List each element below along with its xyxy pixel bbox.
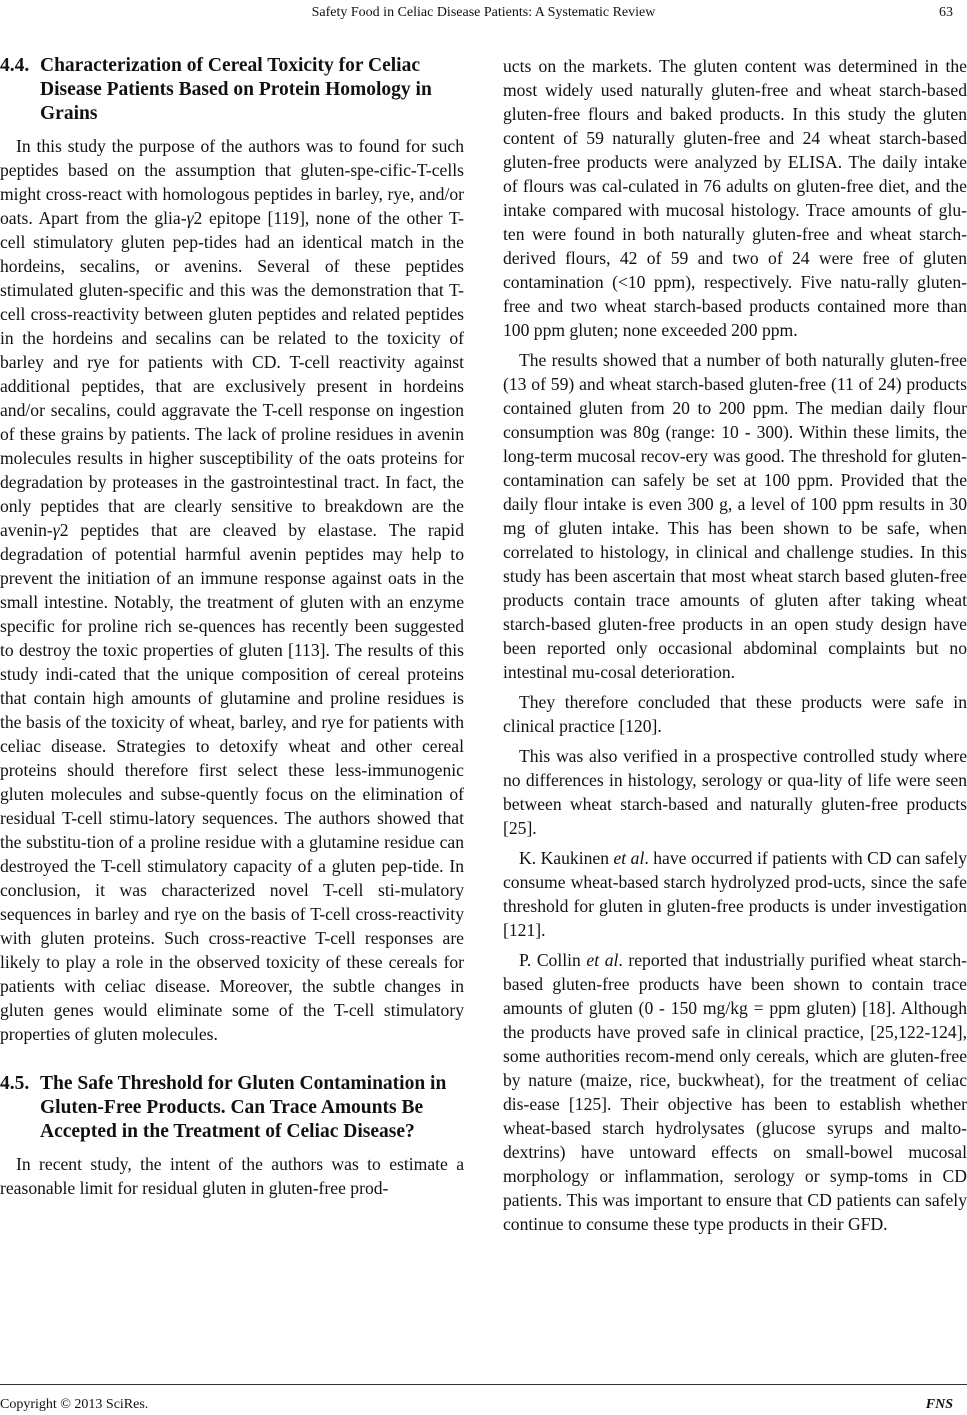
section-number: 4.5. bbox=[0, 1073, 30, 1094]
text-run: . have occurred if patients with CD can safely consume wheat-based starch hydrolyzed prod-ucts, since the safe threshold for gluten in gluten-free products is under investigation [121]. bbox=[503, 848, 967, 940]
text-run: 2 epitope [119], none of the other T-cell stimulatory gluten pep-tides had an identical match in the hordeins, secalins, or avenins. Several of these peptides stimulated gluten-specific and this was the demonstration that T-cell cross-reactivity between gluten peptides and related peptides in the hordeins and secalins can be related to the toxicity of barley and rye for patients with CD. T-cell reactivity against additional peptides, that are exclusively present in hordeins and/or secalins, could aggravate the T-cell response on ingestion of these grains by patients. The lack of proline residues in avenin molecules results in higher susceptibility of the oats proteins for degradation by proteases in the gastrointestinal tract. In fact, the only peptides that are clearly sensitive to breakdown are the avenin- bbox=[0, 208, 464, 540]
greek-gamma: γ bbox=[186, 208, 194, 228]
copyright-notice: Copyright © 2013 SciRes. bbox=[0, 1397, 149, 1412]
text-run: K. Kaukinen bbox=[519, 848, 614, 868]
et-al-italic: et al bbox=[586, 950, 619, 970]
text-run: 2 peptides that are cleaved by elastase. The rapid degradation of potential harmful avenin peptides may help to prevent the initiation of an immune response against oats in the small intestine. Notably, the treatment of gluten with an enzyme specific for proline rich se-quences has recently been suggested to destroy the toxic properties of gluten [113]. The results of this study indi-cated that the unique composition of cereal proteins that contain high amounts of glutamine and proline residues is the basis of the toxicity of wheat, barley, and rye for patients with celiac disease. Strategies to detoxify wheat and other cereal proteins should therefore first select these less-immunogenic gluten molecules and subse-quently focus on the elimination of residual T-cell stimu-latory sequences. The authors showed that the substitu-tion of a proline residue with a glutamine residue can destroyed the T-cell stimulatory capacity of a gluten pep-tide. In conclusion, it was characterized novel T-cell sti-mulatory sequences in barley and rye on the basis of T-cell cross-reactivity with gluten proteins. Such cross-reactive T-cell responses are likely to play a role in the observed toxicity of these cereals for patients with celiac disease. Moreover, the subtle changes in gluten genes would eliminate some of the T-cell stimulatory properties of gluten molecules. bbox=[0, 520, 464, 1044]
page-number: 63 bbox=[939, 5, 953, 20]
running-header bbox=[0, 0, 967, 26]
paragraph-results: The results showed that a number of both naturally gluten-free (13 of 59) and wheat starch-based gluten-free (11 of 24) products contained gluten from 20 to 200 ppm. The median daily flour consumption was 80g (range: 10 - 300). Within these limits, the long-term mucosal recov-ery was good. The threshold for gluten-contamination can safely be set at 100 ppm. Provided that the daily flour intake is even 300 g, a level of 100 ppm results in 30 mg of gluten intake. This has been shown to be safe, when correlated to histology, in clinical and challenge studies. In this study has been ascertain that most wheat starch based gluten-free products contain trace amounts of gluten after taking wheat starch-based gluten-free products in an open study design have been reported only occasional abdominal complaints but no intestinal mu-cosal deterioration. bbox=[503, 350, 967, 682]
paragraph-safe-threshold-continued: ucts on the markets. The gluten content was determined in the most widely used naturally gluten-free and wheat starch-based gluten-free flours and baked products. In this study the gluten content of 59 naturally gluten-free and 24 wheat starch-based gluten-free products were analyzed by ELISA. The daily intake of flours was cal-culated in 76 adults on gluten-free diet, and the intake compared with mucosal histology. Trace amounts of glu-ten were found in both naturally gluten-free and wheat starch-derived flours, 42 of 59 and two of 24 were free of gluten contamination (<10 ppm), respectively. Five natu-rally gluten-free and two wheat starch-based products contained more than 100 ppm gluten; none exceeded 200 ppm. bbox=[503, 56, 967, 340]
section-title: The Safe Threshold for Gluten Contamination in Gluten-Free Products. Can Trace Amounts Be Accepted in the Treatment of Celiac Disease? bbox=[40, 1073, 447, 1142]
paragraph-conclusion: They therefore concluded that these products were safe in clinical practice [120]. bbox=[503, 692, 967, 736]
running-title: Safety Food in Celiac Disease Patients: A Systematic Review bbox=[311, 5, 656, 20]
paragraph-prospective-study: This was also verified in a prospective controlled study where no differences in histology, serology or qua-lity of life were seen between wheat starch-based and naturally gluten-free products [25]. bbox=[503, 746, 967, 838]
right-column bbox=[503, 54, 967, 1236]
section-heading-4-5 bbox=[0, 1072, 464, 1144]
greek-gamma: γ bbox=[52, 520, 60, 540]
paragraph-cereal-toxicity bbox=[0, 134, 464, 1046]
page-footer bbox=[0, 1384, 967, 1415]
section-heading-4-4 bbox=[0, 54, 464, 126]
text-run: In this study the purpose of the authors was to found for such peptides based on the assumption that gluten-spe-cific-T-cells might cross-react with homologous peptides in barley, rye, and/or oats. Apart from the glia- bbox=[0, 136, 464, 228]
paragraph-safe-threshold-start: In recent study, the intent of the authors was to estimate a reasonable limit for residual gluten in gluten-free prod- bbox=[0, 1154, 464, 1198]
paragraph-collin bbox=[503, 948, 967, 1236]
journal-abbreviation: FNS bbox=[925, 1397, 953, 1412]
text-run: . reported that industrially purified wheat starch-based gluten-free products have been shown to contain trace amounts of gluten (0 - 150 mg/kg = ppm gluten) [18]. Although the products have proved safe in clinical practice, [25,122-124], some authorities recom-mend only cereals, which are gluten-free by nature (maize, rice, buckwheat), for the treatment of celiac dis-ease [125]. Their objective has been to establish whether wheat-based starch hydrolysates (glucose syrups and malto-dextrins) have untoward effects on small-bowel mucosal morphology or inflammation, serology or symp-toms in CD patients. This was important to ensure that CD patients can safely continue to consume these type products in their GFD. bbox=[503, 950, 967, 1234]
text-run: P. Collin bbox=[519, 950, 587, 970]
section-title: Characterization of Cereal Toxicity for Celiac Disease Patients Based on Protein Homology in Grains bbox=[40, 55, 432, 124]
paragraph-kaukinen bbox=[503, 846, 967, 942]
left-column bbox=[0, 54, 464, 1200]
et-al-italic: et al bbox=[613, 848, 645, 868]
section-number: 4.4. bbox=[0, 55, 30, 76]
